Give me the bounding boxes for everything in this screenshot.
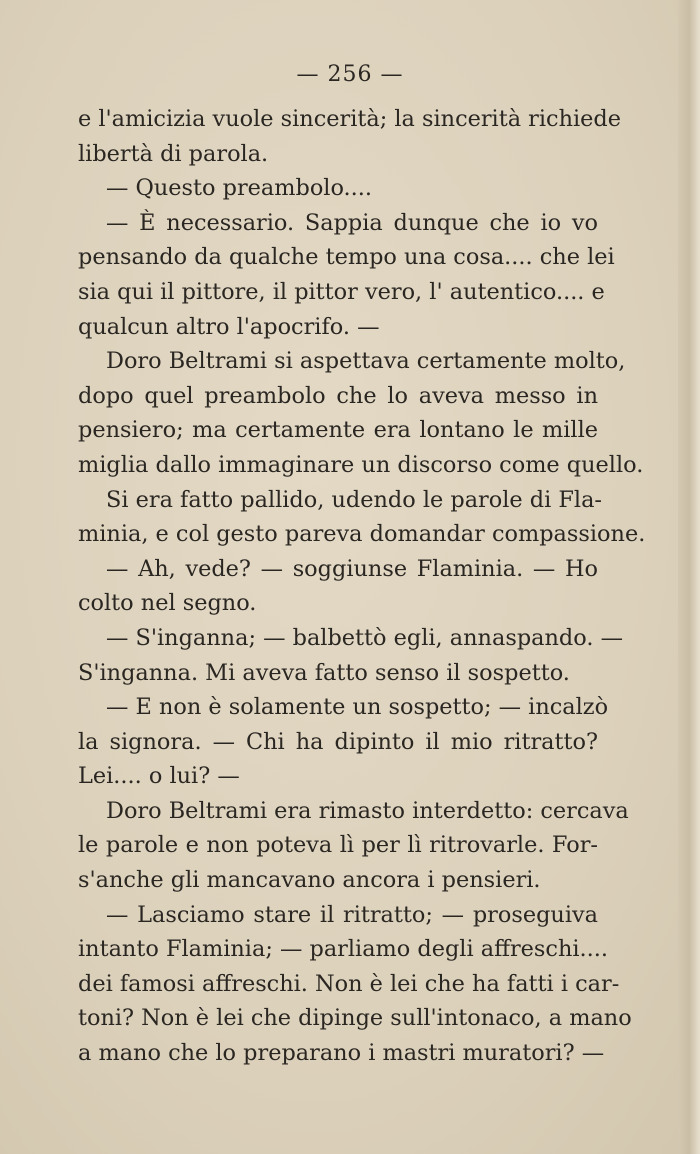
text-line: S'inganna. Mi aveva fatto senso il sospetto. bbox=[78, 659, 570, 686]
text-line: — S'inganna; — balbettò egli, annaspando. — bbox=[106, 624, 623, 651]
text-line: colto nel segno. bbox=[78, 590, 257, 617]
text-line: — Lasciamo stare il ritratto; — proseguiva bbox=[106, 901, 598, 928]
text-line: s'anche gli mancavano ancora i pensieri. bbox=[78, 867, 541, 894]
page-edge bbox=[678, 0, 700, 1154]
text-line: pensando da qualche tempo una cosa.... che lei bbox=[78, 244, 615, 271]
text-line: — È necessario. Sappia dunque che io vo bbox=[106, 209, 598, 236]
text-line: minia, e col gesto pareva domandar compassione. bbox=[78, 521, 646, 548]
text-line: pensiero; ma certamente era lontano le mille bbox=[78, 417, 598, 444]
text-line: libertà di parola. bbox=[78, 140, 269, 167]
text-line: dopo quel preambolo che lo aveva messo in bbox=[78, 382, 598, 409]
body-text bbox=[78, 102, 646, 1071]
text-line: e l'amicizia vuole sincerità; la sincerità richiede bbox=[78, 106, 622, 132]
text-line: Si era fatto pallido, udendo le parole di Fla- bbox=[106, 486, 602, 513]
text-line: — Ah, vede? — soggiunse Flaminia. — Ho bbox=[106, 555, 598, 582]
text-line: dei famosi affreschi. Non è lei che ha fatti i car- bbox=[78, 970, 620, 997]
text-line: Doro Beltrami era rimasto interdetto: cercava bbox=[106, 797, 629, 824]
text-line: la signora. — Chi ha dipinto il mio ritratto? bbox=[78, 728, 598, 755]
text-line: sia qui il pittore, il pittor vero, l' autentico.... e bbox=[78, 278, 605, 305]
text-line: Doro Beltrami si aspettava certamente molto, bbox=[106, 348, 626, 375]
text-line: intanto Flaminia; — parliamo degli affreschi.... bbox=[78, 936, 609, 963]
text-line: miglia dallo immaginare un discorso come quello. bbox=[78, 451, 644, 478]
text-line: — E non è solamente un sospetto; — incalzò bbox=[106, 694, 609, 721]
text-line: toni? Non è lei che dipinge sull'intonaco, a mano bbox=[78, 1005, 632, 1032]
text-line: — Questo preambolo.... bbox=[106, 175, 373, 202]
text-line: a mano che lo preparano i mastri muratori? — bbox=[78, 1040, 605, 1067]
text-line: qualcun altro l'apocrifo. — bbox=[78, 313, 380, 340]
text-line: Lei.... o lui? — bbox=[78, 763, 240, 790]
page-number: — 256 — bbox=[296, 62, 404, 87]
text-line: le parole e non poteva lì per lì ritrovarle. For- bbox=[78, 832, 598, 859]
